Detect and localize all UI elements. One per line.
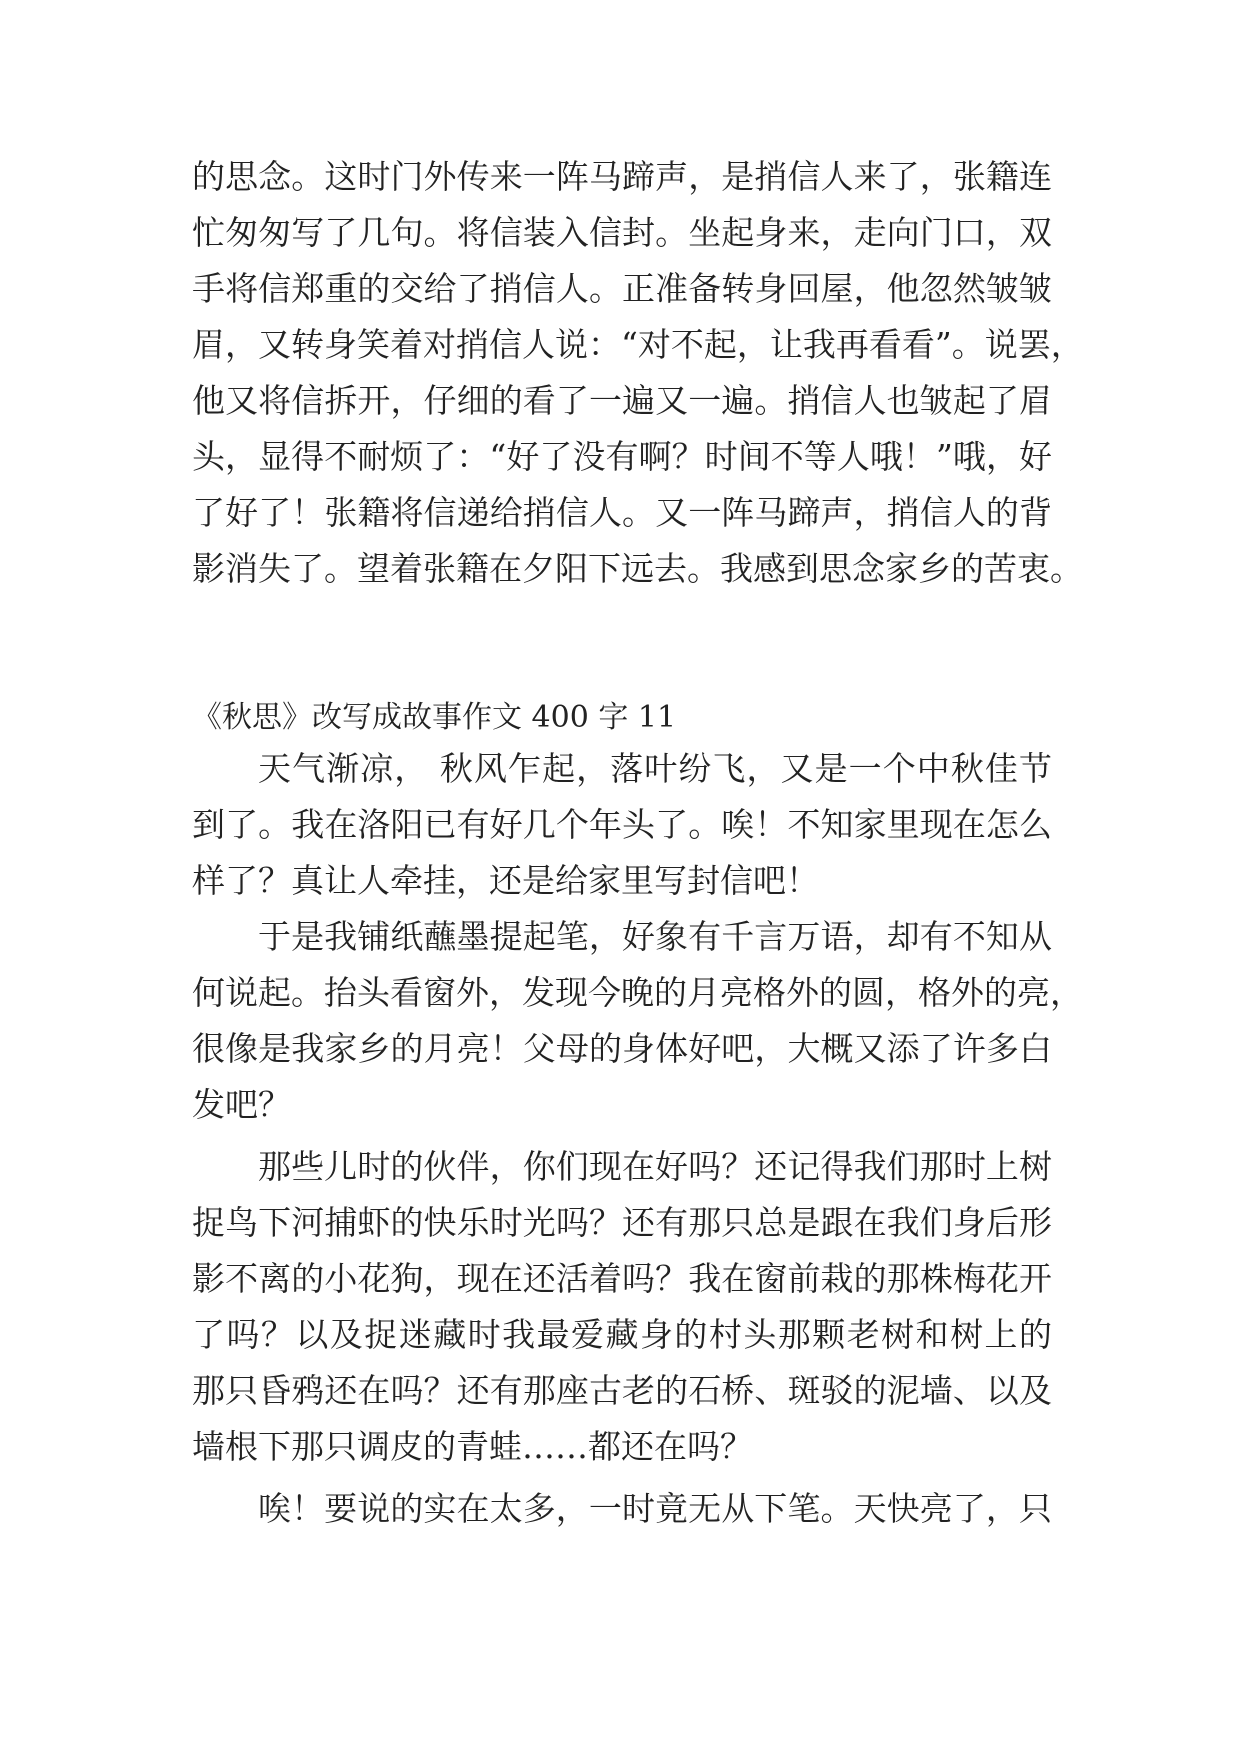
paragraph-line: 忙匆匆写了几句。将信装入信封。坐起身来，走向门口，双 bbox=[192, 213, 1052, 252]
paragraph-line: 发吧？ bbox=[192, 1085, 291, 1124]
paragraph-line: 那些儿时的伙伴，你们现在好吗？还记得我们那时上树 bbox=[258, 1147, 1052, 1186]
paragraph-line: 眉，又转身笑着对捎信人说：“对不起，让我再看看”。说罢， bbox=[192, 325, 1084, 364]
paragraph-line: 很像是我家乡的月亮！父母的身体好吧，大概又添了许多白 bbox=[192, 1029, 1052, 1068]
paragraph-line: 到了。我在洛阳已有好几个年头了。唉！不知家里现在怎么 bbox=[192, 805, 1052, 844]
paragraph-line: 影不离的小花狗，现在还活着吗？我在窗前栽的那株梅花开 bbox=[192, 1259, 1052, 1298]
paragraph-line: 天气渐凉， 秋风乍起，落叶纷飞，又是一个中秋佳节 bbox=[258, 749, 1052, 788]
essay-heading: 《秋思》改写成故事作文 400 字 11 bbox=[192, 700, 677, 735]
paragraph-line: 墙根下那只调皮的青蛙……都还在吗？ bbox=[192, 1427, 753, 1466]
paragraph-line: 他又将信拆开，仔细的看了一遍又一遍。捎信人也皱起了眉 bbox=[192, 381, 1052, 420]
paragraph-line: 那只昏鸦还在吗？还有那座古老的石桥、斑驳的泥墙、以及 bbox=[192, 1371, 1052, 1410]
paragraph-line: 的思念。这时门外传来一阵马蹄声，是捎信人来了，张籍连 bbox=[192, 157, 1052, 196]
paragraph-line: 了吗？以及捉迷藏时我最爱藏身的村头那颗老树和树上的 bbox=[192, 1315, 1052, 1354]
paragraph-line: 于是我铺纸蘸墨提起笔，好象有千言万语，却有不知从 bbox=[258, 917, 1052, 956]
paragraph-line: 唉！要说的实在太多，一时竟无从下笔。天快亮了，只 bbox=[258, 1489, 1052, 1528]
paragraph-line: 样了？真让人牵挂，还是给家里写封信吧！ bbox=[192, 861, 819, 900]
paragraph-line: 影消失了。望着张籍在夕阳下远去。我感到思念家乡的苦衷。 bbox=[192, 549, 1083, 588]
paragraph-line: 头，显得不耐烦了：“好了没有啊？时间不等人哦！”哦，好 bbox=[192, 437, 1052, 476]
paragraph-line: 了好了！张籍将信递给捎信人。又一阵马蹄声，捎信人的背 bbox=[192, 493, 1052, 532]
paragraph-line: 何说起。抬头看窗外，发现今晚的月亮格外的圆，格外的亮， bbox=[192, 973, 1083, 1012]
paragraph-line: 手将信郑重的交给了捎信人。正准备转身回屋，他忽然皱皱 bbox=[192, 269, 1052, 308]
paragraph-line: 捉鸟下河捕虾的快乐时光吗？还有那只总是跟在我们身后形 bbox=[192, 1203, 1052, 1242]
